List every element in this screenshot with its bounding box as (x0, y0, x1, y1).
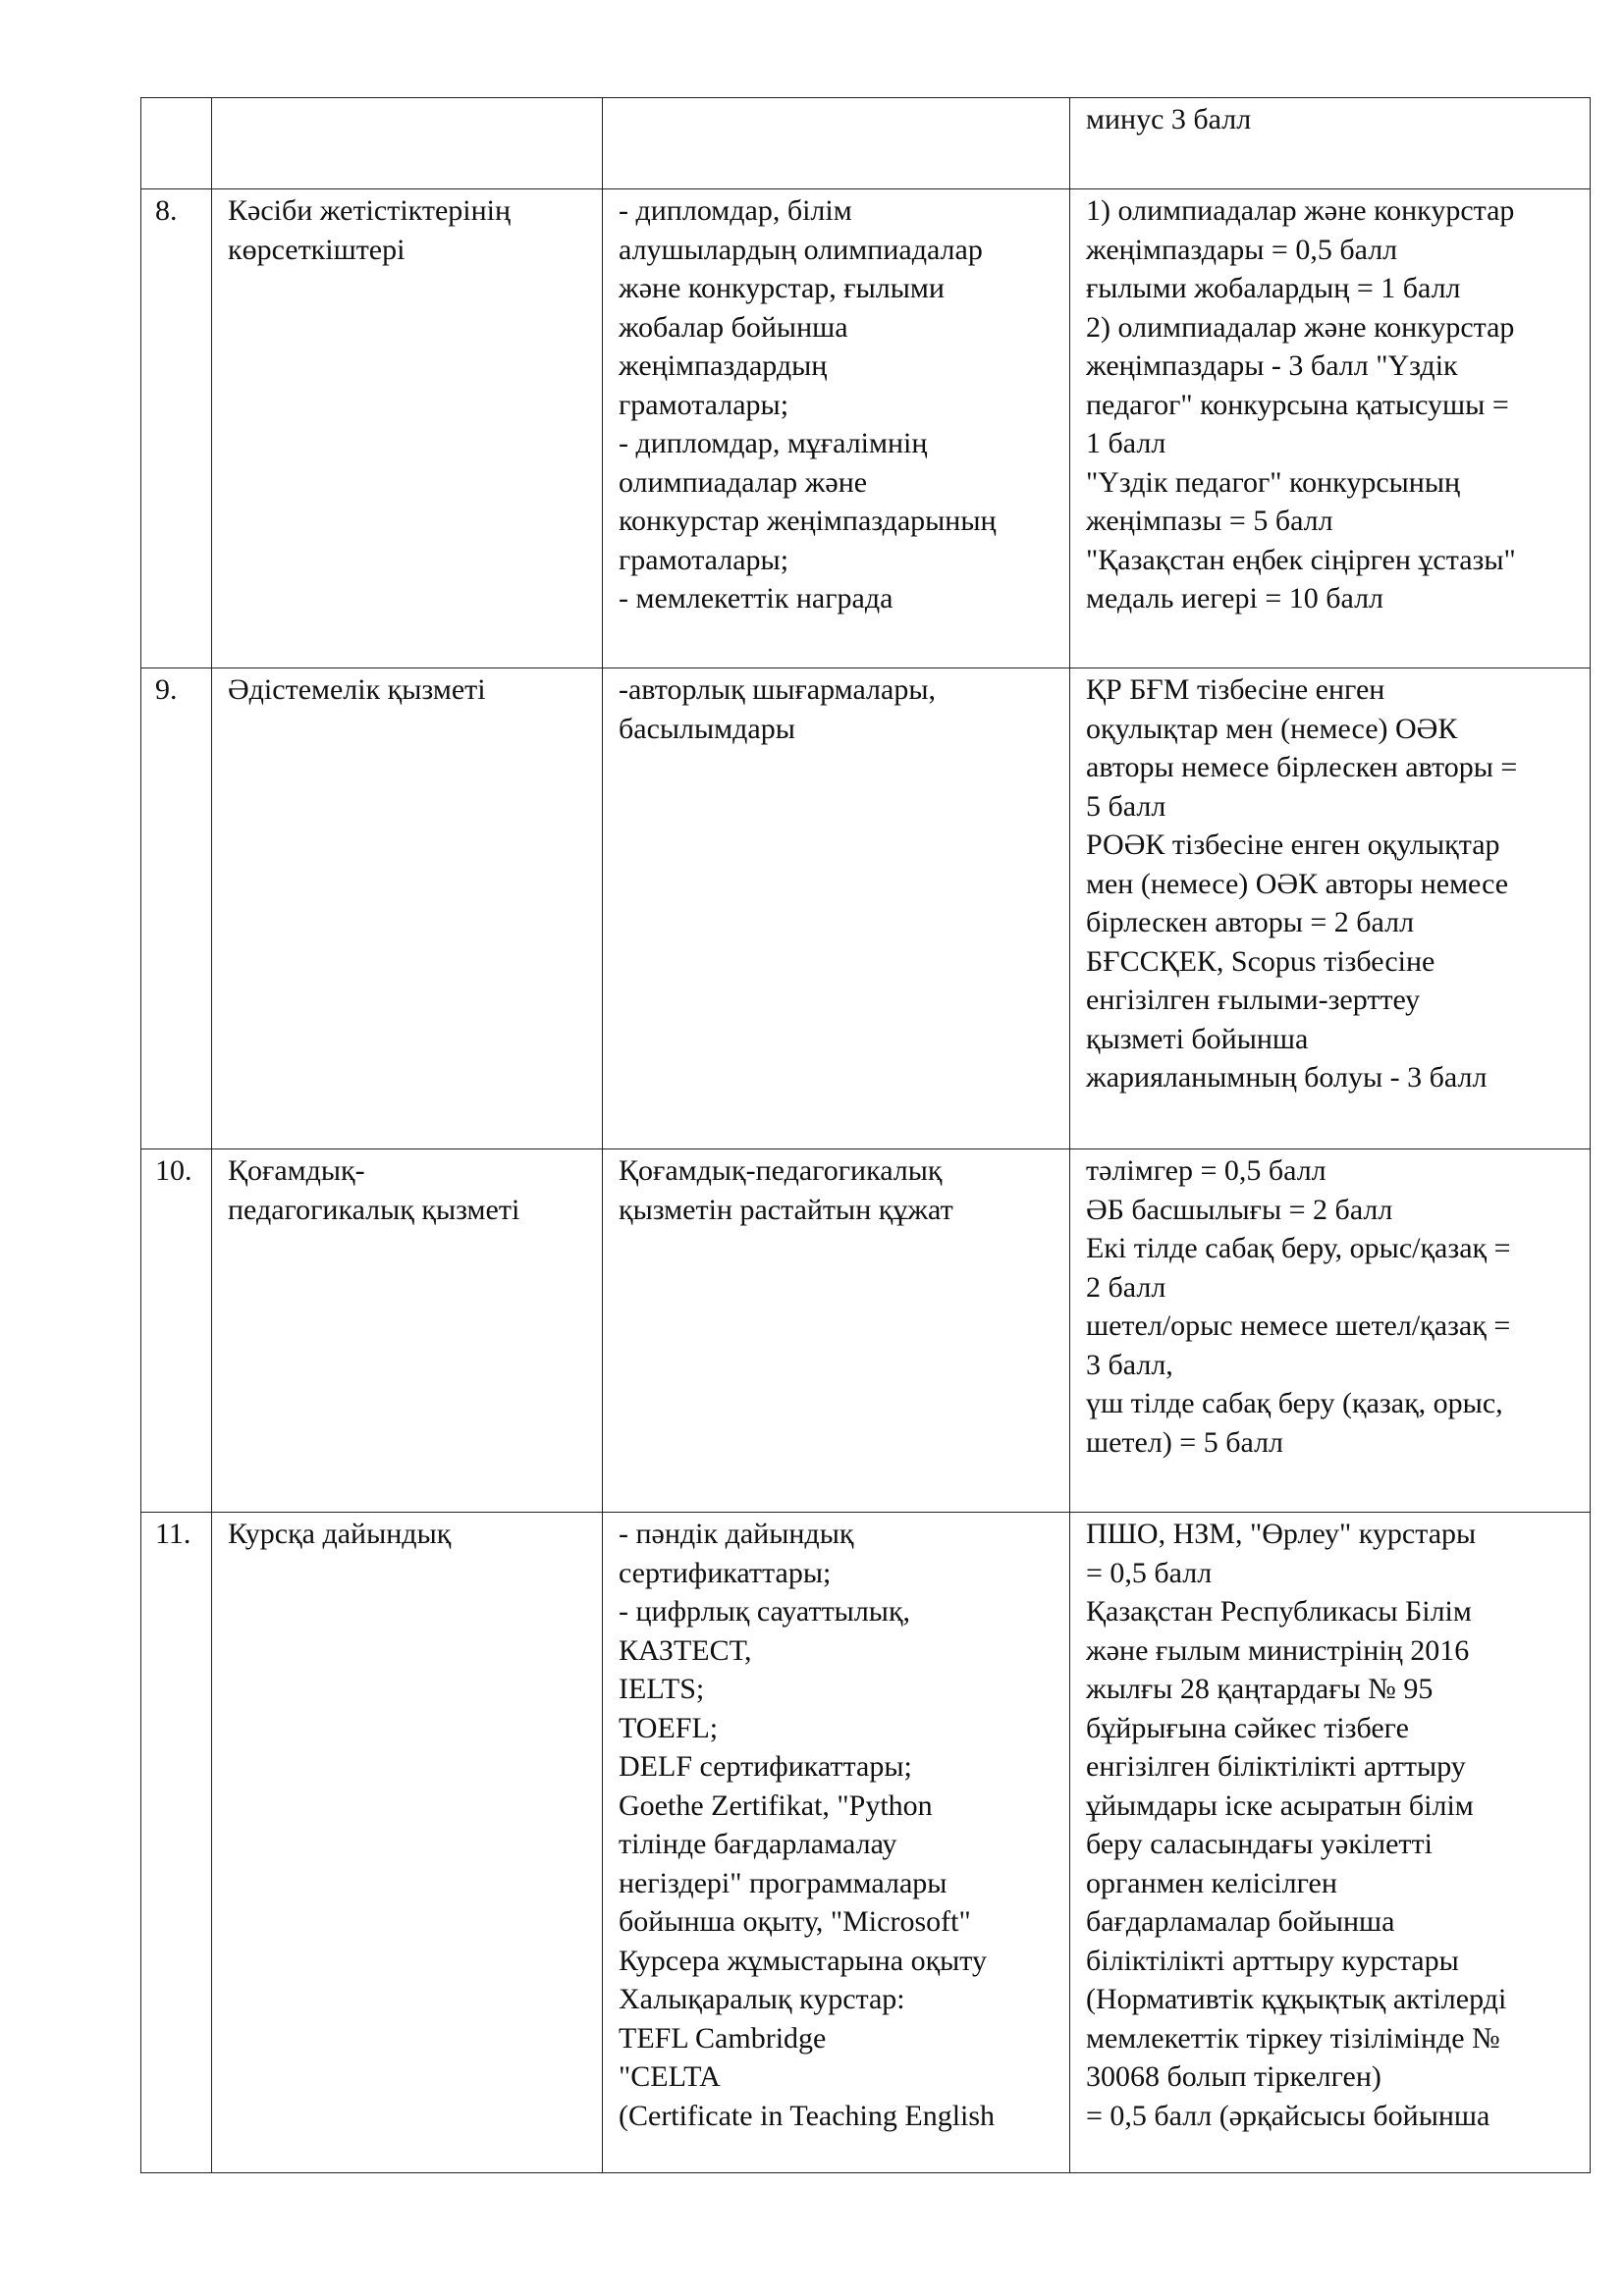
criterion-cell: Кәсіби жетістіктерінің көрсеткіштері (212, 189, 603, 668)
documents-cell: - пәндік дайындық сертификаттары; - цифрлық сауаттылық, КАЗТЕСТ, IELTS; TOEFL; DELF сертификаттары; Goethe Zertifikat, "Python тілінде бағдарламалау негіздері" программалары бойынша оқыту, "Microsoft" Курсера жұмыстарына оқыту Халықаралық курстар: TEFL Cambridge "CELTA (Certificate in Teaching English (603, 1513, 1070, 2173)
criterion-cell: Курсқа дайындық (212, 1513, 603, 2173)
score-cell: тәлімгер = 0,5 балл ӘБ басшылығы = 2 балл Екі тілде сабақ беру, орыс/қазақ = 2 балл шетел/орыс немесе шетел/қазақ = 3 балл, үш тілде сабақ беру (қазақ, орыс, шетел) = 5 балл (1070, 1149, 1591, 1513)
table-row-10 (141, 1149, 1591, 1513)
documents-cell (603, 98, 1070, 189)
row-number: 11. (141, 1513, 212, 2173)
criterion-cell: Әдістемелік қызметі (212, 668, 603, 1149)
row-number (141, 98, 212, 189)
table-row-9 (141, 668, 1591, 1149)
score-cell: ҚР БҒМ тізбесіне енген оқулықтар мен (немесе) ОӘК авторы немесе бірлескен авторы = 5 балл РОӘК тізбесіне енген оқулықтар мен (немесе) ОӘК авторы немесе бірлескен авторы = 2 балл БҒССҚЕК, Scopus тізбесіне енгізілген ғылыми-зерттеу қызметі бойынша жарияланымның болуы - 3 балл (1070, 668, 1591, 1149)
row-number: 9. (141, 668, 212, 1149)
row-number: 10. (141, 1149, 212, 1513)
documents-cell: -авторлық шығармалары, басылымдары (603, 668, 1070, 1149)
table-row-8 (141, 189, 1591, 668)
score-cell: 1) олимпиадалар және конкурстар жеңімпаздары = 0,5 балл ғылыми жобалардың = 1 балл 2) олимпиадалар және конкурстар жеңімпаздары - 3 балл "Үздік педагог" конкурсына қатысушы = 1 балл "Үздік педагог" конкурсының жеңімпазы = 5 балл "Қазақстан еңбек сіңірген ұстазы" медаль иегері = 10 балл (1070, 189, 1591, 668)
criteria-table (140, 97, 1591, 2173)
table-row-continuation (141, 98, 1591, 189)
score-cell: ПШО, НЗМ, "Өрлеу" курстары = 0,5 балл Қазақстан Республикасы Білім және ғылым министрінің 2016 жылғы 28 қаңтардағы № 95 бұйрығына сәйкес тізбеге енгізілген біліктілікті арттыру ұйымдары іске асыратын білім беру саласындағы уәкілетті органмен келісілген бағдарламалар бойынша біліктілікті арттыру курстары (Нормативтік құқықтық актілерді мемлекеттік тіркеу тізілімінде № 30068 болып тіркелген) = 0,5 балл (әрқайсысы бойынша (1070, 1513, 1591, 2173)
score-cell: минус 3 балл (1070, 98, 1591, 189)
documents-cell: - дипломдар, білім алушылардың олимпиадалар және конкурстар, ғылыми жобалар бойынша жеңімпаздардың грамоталары; - дипломдар, мұғалімнің олимпиадалар және конкурстар жеңімпаздарының грамоталары; - мемлекеттік награда (603, 189, 1070, 668)
table-row-11 (141, 1513, 1591, 2173)
criterion-cell (212, 98, 603, 189)
criterion-cell: Қоғамдық- педагогикалық қызметі (212, 1149, 603, 1513)
documents-cell: Қоғамдық-педагогикалық қызметін растайтын құжат (603, 1149, 1070, 1513)
row-number: 8. (141, 189, 212, 668)
